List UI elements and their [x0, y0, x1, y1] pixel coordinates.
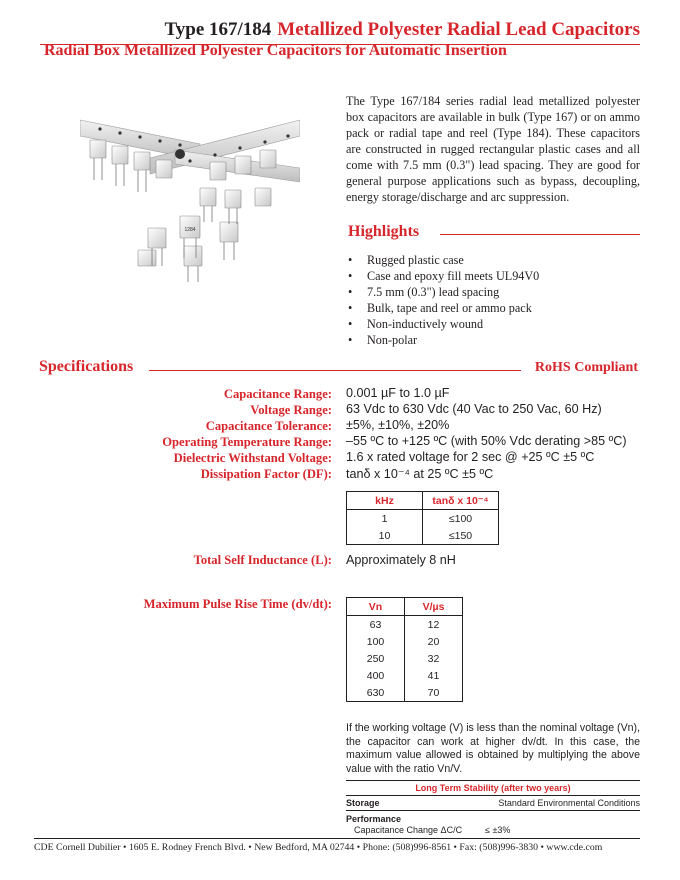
bullet: • [348, 317, 353, 331]
bullet: • [348, 333, 353, 347]
stability-performance-row [346, 814, 640, 825]
spec-label-capacitance-range: Capacitance Range: [223, 387, 332, 401]
footer-rule [34, 838, 640, 839]
table-row [347, 684, 463, 702]
table-cell: 70 [405, 684, 463, 702]
stability-performance-label: Performance [346, 814, 402, 824]
table-cell: 32 [405, 650, 463, 667]
table-cell: ≤100 [423, 510, 499, 528]
list-item [348, 332, 539, 348]
spec-value-capacitance-range: 0.001 µF to 1.0 µF [346, 386, 450, 400]
spec-label-capacitance-tolerance: Capacitance Tolerance: [205, 419, 332, 433]
table-cell: ≤150 [423, 527, 499, 545]
list-item [348, 284, 539, 300]
list-item-text: Non-inductively wound [367, 317, 484, 331]
list-item [348, 316, 539, 332]
table-row [347, 510, 499, 528]
table-header-cell: tanδ x 10⁻⁴ [423, 492, 499, 510]
highlights-rule [440, 234, 640, 235]
table-cell: 20 [405, 633, 463, 650]
list-item-text: Bulk, tape and reel or ammo pack [367, 301, 532, 315]
table-header-cell: kHz [347, 492, 423, 510]
stability-title: Long Term Stability (after two years) [346, 780, 640, 796]
stability-storage-value: Standard Environmental Conditions [498, 798, 640, 808]
pulse-rise-time-table [346, 597, 463, 702]
table-cell: 100 [366, 635, 385, 648]
table-row [347, 616, 463, 634]
table-row [347, 633, 463, 650]
title-main: Metallized Polyester Radial Lead Capacitors [277, 19, 640, 40]
spec-value-dissipation-factor: tanδ x 10⁻⁴ at 25 ºC ±5 ºC [346, 467, 494, 481]
list-item-text: Rugged plastic case [367, 253, 464, 267]
specifications-heading: Specifications [39, 358, 134, 375]
bullet: • [348, 301, 353, 315]
spec-value-voltage-range: 63 Vdc to 630 Vdc (40 Vac to 250 Vac, 60 Hz) [346, 402, 602, 416]
bullet: • [348, 253, 353, 267]
title-type-label: Type 167/184 [164, 19, 272, 40]
spec-label-pulse-rise-time: Maximum Pulse Rise Time (dv/dt): [143, 597, 332, 611]
list-item-text: Case and epoxy fill meets UL94V0 [367, 269, 540, 283]
table-cell: 10 [378, 529, 391, 542]
list-item [348, 300, 539, 316]
highlights-list [348, 252, 539, 348]
dissipation-factor-table [346, 491, 499, 545]
rohs-badge: RoHS Compliant [534, 360, 638, 375]
stability-cap-change-label: Capacitance Change ΔC/C [354, 825, 463, 835]
table-row [347, 527, 499, 545]
specifications-rule [149, 370, 521, 371]
chip-marking: 1284 [184, 227, 196, 233]
list-item [348, 268, 539, 284]
table-cell: 250 [366, 652, 385, 665]
stability-storage-label: Storage [346, 798, 380, 808]
stability-cap-change-row [346, 825, 640, 836]
table-cell: 41 [405, 667, 463, 684]
table-cell: 400 [366, 669, 385, 682]
product-photo [80, 110, 300, 290]
bullet: • [348, 285, 353, 299]
spec-value-operating-temperature: –55 ºC to +125 ºC (with 50% Vdc derating >85 ºC) [346, 434, 627, 448]
spec-label-inductance: Total Self Inductance (L): [193, 553, 332, 567]
bullet: • [348, 269, 353, 283]
spec-value-capacitance-tolerance: ±5%, ±10%, ±20% [346, 418, 450, 432]
table-header-cell: Vn [347, 598, 405, 616]
table-row [347, 650, 463, 667]
intro-paragraph: The Type 167/184 series radial lead metallized polyester box capacitors are available in bulk (Type 167) or on ammo pack or radial tape and reel (Type 184). These capacitors are constructed in rugged rectangular plastic cases and all come with 7.5 mm (0.3") lead spacing. They are good for general purpose applications such as bypass, decoupling, energy storage/discharge and arc suppression. [346, 94, 640, 204]
page-footer: CDE Cornell Dubilier • 1605 E. Rodney French Blvd. • New Bedford, MA 02744 • Phone: (508)996-8561 • Fax: (508)996-3830 • www.cde.com [34, 842, 603, 853]
table-header-row [347, 492, 499, 510]
stability-cap-change-value: ≤ ±3% [485, 825, 511, 835]
list-item-text: Non-polar [367, 333, 418, 347]
highlights-heading: Highlights [348, 223, 420, 240]
table-cell: 12 [405, 616, 463, 634]
table-cell: 630 [366, 686, 385, 699]
spec-label-operating-temperature: Operating Temperature Range: [162, 435, 332, 449]
table-header-row [347, 598, 463, 616]
table-cell: 63 [369, 618, 382, 631]
page-subtitle: Radial Box Metallized Polyester Capacitors for Automatic Insertion [44, 42, 507, 59]
long-term-stability-table [346, 780, 640, 836]
spec-value-inductance: Approximately 8 nH [346, 553, 456, 567]
list-item [348, 252, 539, 268]
spec-label-dissipation-factor: Dissipation Factor (DF): [200, 467, 332, 481]
page-header [40, 18, 640, 59]
spec-label-dielectric-withstand: Dielectric Withstand Voltage: [173, 451, 332, 465]
spec-label-voltage-range: Voltage Range: [250, 403, 332, 417]
page-title [40, 18, 640, 42]
table-row [347, 667, 463, 684]
table-cell: 1 [381, 512, 388, 525]
dvdt-note: If the working voltage (V) is less than the nominal voltage (Vn), the capacitor can work at higher dv/dt. In this case, the maximum value allowed is obtained by multiplying the above value with the ratio Vn/V. [346, 722, 640, 775]
list-item-text: 7.5 mm (0.3") lead spacing [367, 285, 500, 299]
spec-value-dielectric-withstand: 1.6 x rated voltage for 2 sec @ +25 ºC ±5 ºC [346, 450, 595, 464]
stability-storage-row [346, 796, 640, 811]
table-header-cell: V/µs [405, 598, 463, 616]
